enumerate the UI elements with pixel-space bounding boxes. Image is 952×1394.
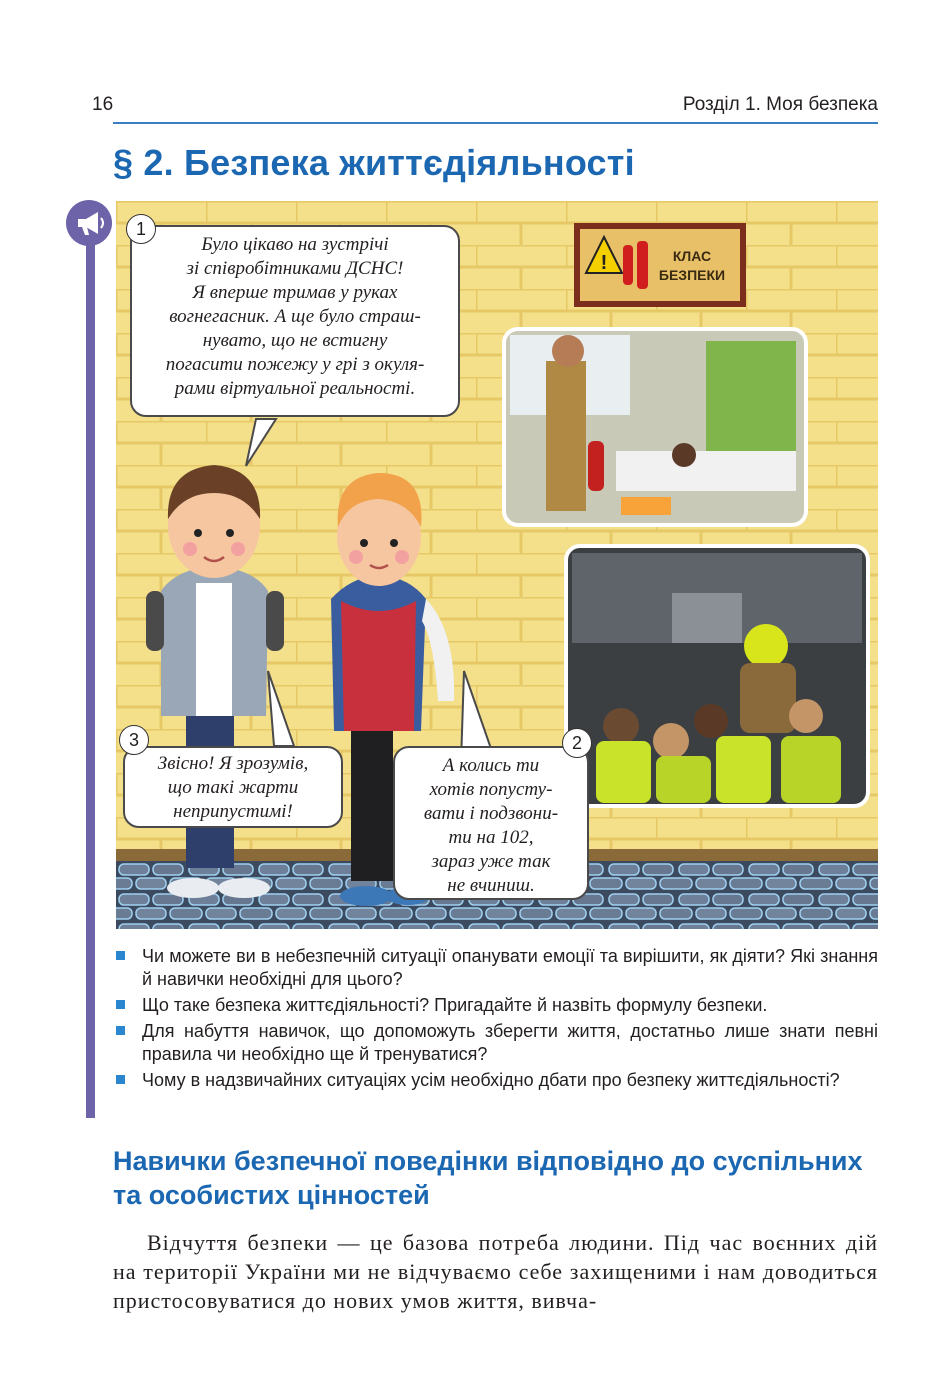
megaphone-icon [66, 200, 112, 246]
illustration-scene [116, 201, 878, 929]
body-paragraph: Відчуття безпеки — це базова потреба людини. Під час воєнних дій на території України ми не відчуваємо себе захищеними і нам доводиться пристосовуватися до нових умов життя, вивча- [113, 1230, 878, 1313]
chapter-title: Розділ 1. Моя безпека [682, 94, 878, 115]
bubble-number-3: 3 [119, 725, 149, 755]
bubble-line: Я вперше тримав у руках [192, 282, 398, 303]
page-title: § 2. Безпека життєдіяльності [113, 142, 635, 183]
sidebar-bar [86, 230, 95, 1118]
bubble-number-1: 1 [126, 214, 156, 244]
speech-bubble-2 [393, 746, 589, 900]
bubble-line: зі співробітниками ДСНС! [186, 258, 404, 279]
bullet-square-icon [116, 951, 125, 960]
bubble-line: не вчиниш. [447, 875, 535, 896]
bubble-line: Було цікаво на зустрічі [201, 234, 389, 255]
bubble-line: нувато, що не встигну [202, 330, 388, 351]
question-list [116, 945, 878, 1095]
speech-bubble-1 [130, 225, 460, 417]
bubble-line: що такі жарти [167, 777, 299, 798]
bubble-line: Звісно! Я зрозумів, [157, 753, 309, 774]
bubble-line: рами віртуальної реальності. [174, 378, 416, 399]
bullet-square-icon [116, 1000, 125, 1009]
bubble-line: погасити пожежу у грі з окуля- [165, 354, 425, 375]
header-rule [113, 122, 878, 124]
bubble-line: ти на 102, [448, 827, 534, 848]
bubble-line: А колись ти [442, 755, 540, 776]
list-item: Що таке безпека життєдіяльності? Пригадайте й назвіть формулу безпеки. [116, 994, 878, 1017]
sign-label: КЛАС БЕЗПЕКИ [658, 248, 726, 283]
bullet-square-icon [116, 1075, 125, 1084]
list-item: Чому в надзвичайних ситуаціях усім необхідно дбати про безпеку життєдіяльності? [116, 1069, 878, 1092]
section-heading: Навички безпечної поведінки відповідно до суспільних та особистих цінностей [113, 1146, 863, 1210]
speech-bubble-3 [123, 746, 343, 828]
bubble-line: хотів попусту- [429, 779, 553, 800]
bubble-line: вогнегасник. А ще було страш- [169, 306, 421, 327]
page-number: 16 [92, 94, 114, 115]
list-item: Чи можете ви в небезпечній ситуації опанувати емоції та вирішити, як діяти? Які знання й навички необхідні для цього? [116, 945, 878, 991]
list-item: Для набуття навичок, що допоможуть зберегти життя, достатньо лише знати певні правила чи необхідно ще й тренуватися? [116, 1020, 878, 1066]
bubble-line: вати і подзвони- [423, 803, 559, 824]
svg-text:!: ! [600, 252, 608, 274]
bullet-square-icon [116, 1026, 125, 1035]
bubble-number-2: 2 [562, 728, 592, 758]
bubble-line: неприпустимі! [173, 801, 293, 822]
bubble-line: зараз уже так [431, 851, 551, 872]
